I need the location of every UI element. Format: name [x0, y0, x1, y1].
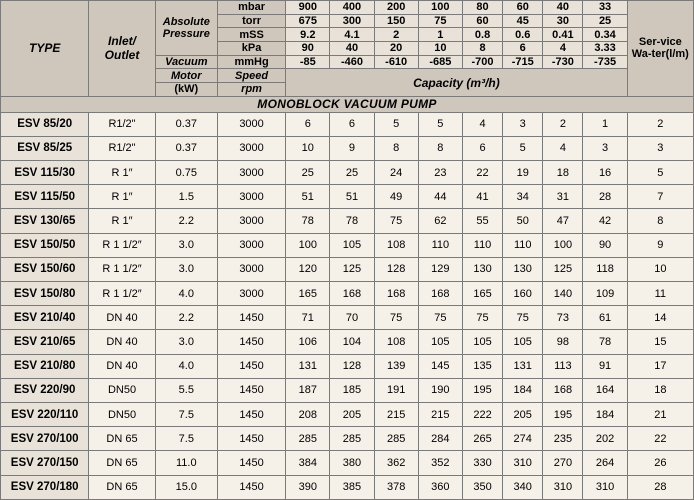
- row-service-water: 22: [627, 427, 693, 451]
- row-inlet-outlet: R 1 1/2″: [89, 282, 155, 306]
- row-type: ESV 220/110: [1, 403, 89, 427]
- row-capacity-1: 285: [330, 427, 374, 451]
- row-capacity-1: 78: [330, 209, 374, 233]
- row-capacity-4: 135: [462, 354, 502, 378]
- table-row: [1, 330, 694, 354]
- row-capacity-0: 6: [286, 112, 330, 136]
- row-capacity-3: 190: [418, 378, 462, 402]
- row-capacity-3: 75: [418, 306, 462, 330]
- row-speed-rpm: 3000: [217, 282, 285, 306]
- row-capacity-0: 187: [286, 378, 330, 402]
- mbar-40: 40: [543, 1, 583, 15]
- row-capacity-2: 49: [374, 185, 418, 209]
- row-capacity-2: 108: [374, 330, 418, 354]
- unit-kpa: kPa: [217, 42, 285, 56]
- header-row-mbar: [1, 1, 694, 15]
- table-row: [1, 233, 694, 257]
- unit-mmhg: mmHg: [217, 55, 285, 69]
- row-inlet-outlet: DN 40: [89, 306, 155, 330]
- row-speed-rpm: 1450: [217, 403, 285, 427]
- row-capacity-7: 184: [583, 403, 627, 427]
- row-capacity-5: 3: [503, 112, 543, 136]
- row-motor-kw: 7.5: [155, 403, 217, 427]
- row-speed-rpm: 1450: [217, 475, 285, 499]
- row-capacity-6: 235: [543, 427, 583, 451]
- mbar-200: 200: [374, 1, 418, 15]
- row-capacity-2: 362: [374, 451, 418, 475]
- row-type: ESV 85/25: [1, 136, 89, 160]
- kpa-7: 3.33: [583, 42, 627, 56]
- row-capacity-5: 75: [503, 306, 543, 330]
- row-capacity-5: 110: [503, 233, 543, 257]
- row-capacity-3: 168: [418, 282, 462, 306]
- table-row: [1, 112, 694, 136]
- row-capacity-1: 128: [330, 354, 374, 378]
- table-row: [1, 257, 694, 281]
- row-type: ESV 270/150: [1, 451, 89, 475]
- row-capacity-6: 4: [543, 136, 583, 160]
- row-type: ESV 220/90: [1, 378, 89, 402]
- row-service-water: 9: [627, 233, 693, 257]
- service-water-header: Ser-vice Wa-ter(l/m): [627, 1, 693, 97]
- row-capacity-1: 168: [330, 282, 374, 306]
- row-capacity-6: 2: [543, 112, 583, 136]
- row-motor-kw: 11.0: [155, 451, 217, 475]
- row-capacity-0: 165: [286, 282, 330, 306]
- row-speed-rpm: 1450: [217, 378, 285, 402]
- row-inlet-outlet: DN 65: [89, 427, 155, 451]
- row-motor-kw: 3.0: [155, 257, 217, 281]
- kpa-0: 90: [286, 42, 330, 56]
- row-capacity-0: 208: [286, 403, 330, 427]
- kpa-5: 6: [503, 42, 543, 56]
- row-capacity-2: 285: [374, 427, 418, 451]
- row-capacity-6: 113: [543, 354, 583, 378]
- row-capacity-3: 44: [418, 185, 462, 209]
- row-type: ESV 210/40: [1, 306, 89, 330]
- speed-header: Speed: [217, 69, 285, 83]
- row-type: ESV 150/80: [1, 282, 89, 306]
- row-capacity-1: 6: [330, 112, 374, 136]
- mmhg-3: -685: [418, 55, 462, 69]
- row-capacity-3: 110: [418, 233, 462, 257]
- mss-6: 0.41: [543, 28, 583, 42]
- table-row: [1, 136, 694, 160]
- row-speed-rpm: 3000: [217, 257, 285, 281]
- row-capacity-1: 104: [330, 330, 374, 354]
- row-capacity-2: 191: [374, 378, 418, 402]
- row-capacity-4: 130: [462, 257, 502, 281]
- row-speed-rpm: 3000: [217, 136, 285, 160]
- row-type: ESV 210/65: [1, 330, 89, 354]
- mmhg-1: -460: [330, 55, 374, 69]
- row-type: ESV 130/65: [1, 209, 89, 233]
- row-capacity-6: 100: [543, 233, 583, 257]
- row-service-water: 10: [627, 257, 693, 281]
- unit-mbar: mbar: [217, 1, 285, 15]
- unit-mss: mSS: [217, 28, 285, 42]
- row-capacity-7: 28: [583, 185, 627, 209]
- mbar-80: 80: [462, 1, 502, 15]
- row-type: ESV 115/50: [1, 185, 89, 209]
- row-capacity-4: 75: [462, 306, 502, 330]
- row-capacity-6: 270: [543, 451, 583, 475]
- row-capacity-3: 23: [418, 160, 462, 184]
- row-inlet-outlet: DN 40: [89, 330, 155, 354]
- mss-1: 4.1: [330, 28, 374, 42]
- mss-3: 1: [418, 28, 462, 42]
- mss-4: 0.8: [462, 28, 502, 42]
- table-row: [1, 427, 694, 451]
- row-capacity-3: 105: [418, 330, 462, 354]
- capacity-header: Capacity (m³/h): [286, 69, 627, 96]
- row-motor-kw: 0.75: [155, 160, 217, 184]
- row-type: ESV 150/60: [1, 257, 89, 281]
- row-capacity-0: 106: [286, 330, 330, 354]
- row-capacity-0: 71: [286, 306, 330, 330]
- row-capacity-3: 215: [418, 403, 462, 427]
- row-capacity-1: 51: [330, 185, 374, 209]
- kpa-3: 10: [418, 42, 462, 56]
- row-service-water: 28: [627, 475, 693, 499]
- kpa-1: 40: [330, 42, 374, 56]
- table-row: [1, 354, 694, 378]
- row-inlet-outlet: R 1 1/2″: [89, 257, 155, 281]
- row-capacity-6: 18: [543, 160, 583, 184]
- row-capacity-0: 100: [286, 233, 330, 257]
- row-capacity-4: 22: [462, 160, 502, 184]
- row-motor-kw: 5.5: [155, 378, 217, 402]
- row-capacity-0: 384: [286, 451, 330, 475]
- kpa-6: 4: [543, 42, 583, 56]
- row-capacity-7: 264: [583, 451, 627, 475]
- row-capacity-3: 284: [418, 427, 462, 451]
- row-service-water: 3: [627, 136, 693, 160]
- band-title: MONOBLOCK VACUUM PUMP: [1, 96, 694, 112]
- row-service-water: 26: [627, 451, 693, 475]
- row-capacity-0: 10: [286, 136, 330, 160]
- torr-4: 60: [462, 14, 502, 28]
- row-capacity-2: 139: [374, 354, 418, 378]
- speed-unit: rpm: [217, 83, 285, 97]
- row-capacity-2: 168: [374, 282, 418, 306]
- row-capacity-7: 164: [583, 378, 627, 402]
- row-capacity-0: 285: [286, 427, 330, 451]
- row-motor-kw: 0.37: [155, 112, 217, 136]
- row-capacity-6: 47: [543, 209, 583, 233]
- row-service-water: 17: [627, 354, 693, 378]
- torr-0: 675: [286, 14, 330, 28]
- row-capacity-3: 360: [418, 475, 462, 499]
- row-service-water: 21: [627, 403, 693, 427]
- row-type: ESV 150/50: [1, 233, 89, 257]
- row-capacity-0: 390: [286, 475, 330, 499]
- row-inlet-outlet: R 1 1/2″: [89, 233, 155, 257]
- row-service-water: 8: [627, 209, 693, 233]
- kpa-4: 8: [462, 42, 502, 56]
- row-capacity-4: 195: [462, 378, 502, 402]
- row-inlet-outlet: DN 65: [89, 451, 155, 475]
- torr-1: 300: [330, 14, 374, 28]
- row-capacity-7: 109: [583, 282, 627, 306]
- row-speed-rpm: 1450: [217, 306, 285, 330]
- mmhg-6: -730: [543, 55, 583, 69]
- row-capacity-0: 25: [286, 160, 330, 184]
- row-capacity-4: 105: [462, 330, 502, 354]
- row-capacity-2: 215: [374, 403, 418, 427]
- band-row: [1, 96, 694, 112]
- row-inlet-outlet: R 1″: [89, 185, 155, 209]
- row-motor-kw: 2.2: [155, 306, 217, 330]
- row-capacity-7: 16: [583, 160, 627, 184]
- row-capacity-1: 70: [330, 306, 374, 330]
- mbar-100: 100: [418, 1, 462, 15]
- row-capacity-2: 108: [374, 233, 418, 257]
- motor-unit: (kW): [155, 83, 217, 97]
- table-row: [1, 160, 694, 184]
- row-type: ESV 115/30: [1, 160, 89, 184]
- row-capacity-1: 105: [330, 233, 374, 257]
- row-motor-kw: 3.0: [155, 233, 217, 257]
- row-service-water: 14: [627, 306, 693, 330]
- row-motor-kw: 15.0: [155, 475, 217, 499]
- row-capacity-5: 5: [503, 136, 543, 160]
- row-capacity-3: 129: [418, 257, 462, 281]
- table-row: [1, 282, 694, 306]
- row-capacity-1: 385: [330, 475, 374, 499]
- unit-torr: torr: [217, 14, 285, 28]
- row-capacity-4: 265: [462, 427, 502, 451]
- row-capacity-6: 73: [543, 306, 583, 330]
- row-type: ESV 210/80: [1, 354, 89, 378]
- row-capacity-1: 125: [330, 257, 374, 281]
- row-capacity-3: 5: [418, 112, 462, 136]
- row-capacity-7: 61: [583, 306, 627, 330]
- row-capacity-0: 120: [286, 257, 330, 281]
- row-capacity-6: 31: [543, 185, 583, 209]
- row-capacity-1: 205: [330, 403, 374, 427]
- row-service-water: 5: [627, 160, 693, 184]
- torr-3: 75: [418, 14, 462, 28]
- mmhg-0: -85: [286, 55, 330, 69]
- row-capacity-5: 105: [503, 330, 543, 354]
- row-capacity-7: 3: [583, 136, 627, 160]
- row-inlet-outlet: R1/2": [89, 112, 155, 136]
- row-capacity-6: 140: [543, 282, 583, 306]
- mmhg-4: -700: [462, 55, 502, 69]
- mss-5: 0.6: [503, 28, 543, 42]
- row-speed-rpm: 1450: [217, 330, 285, 354]
- row-capacity-5: 19: [503, 160, 543, 184]
- table-row: [1, 403, 694, 427]
- row-inlet-outlet: R 1″: [89, 160, 155, 184]
- mss-7: 0.34: [583, 28, 627, 42]
- row-capacity-7: 91: [583, 354, 627, 378]
- row-capacity-4: 41: [462, 185, 502, 209]
- table-row: [1, 378, 694, 402]
- row-capacity-4: 4: [462, 112, 502, 136]
- row-speed-rpm: 3000: [217, 209, 285, 233]
- row-service-water: 15: [627, 330, 693, 354]
- row-motor-kw: 3.0: [155, 330, 217, 354]
- row-capacity-3: 62: [418, 209, 462, 233]
- row-capacity-1: 380: [330, 451, 374, 475]
- mss-0: 9.2: [286, 28, 330, 42]
- row-capacity-6: 125: [543, 257, 583, 281]
- row-inlet-outlet: DN50: [89, 403, 155, 427]
- torr-2: 150: [374, 14, 418, 28]
- row-capacity-4: 165: [462, 282, 502, 306]
- inlet-outlet-header: Inlet/ Outlet: [89, 1, 155, 97]
- row-motor-kw: 4.0: [155, 282, 217, 306]
- row-inlet-outlet: DN50: [89, 378, 155, 402]
- table-row: [1, 209, 694, 233]
- mmhg-2: -610: [374, 55, 418, 69]
- row-type: ESV 85/20: [1, 112, 89, 136]
- row-capacity-2: 128: [374, 257, 418, 281]
- mmhg-7: -735: [583, 55, 627, 69]
- row-speed-rpm: 3000: [217, 185, 285, 209]
- row-capacity-2: 8: [374, 136, 418, 160]
- row-capacity-4: 6: [462, 136, 502, 160]
- row-capacity-5: 310: [503, 451, 543, 475]
- row-type: ESV 270/180: [1, 475, 89, 499]
- row-capacity-6: 195: [543, 403, 583, 427]
- row-capacity-2: 75: [374, 306, 418, 330]
- table-row: [1, 185, 694, 209]
- row-capacity-5: 50: [503, 209, 543, 233]
- table-row: [1, 451, 694, 475]
- row-service-water: 2: [627, 112, 693, 136]
- row-motor-kw: 7.5: [155, 427, 217, 451]
- row-speed-rpm: 1450: [217, 354, 285, 378]
- row-capacity-2: 5: [374, 112, 418, 136]
- torr-5: 45: [503, 14, 543, 28]
- mbar-900: 900: [286, 1, 330, 15]
- row-motor-kw: 1.5: [155, 185, 217, 209]
- row-capacity-5: 274: [503, 427, 543, 451]
- row-capacity-5: 131: [503, 354, 543, 378]
- absolute-pressure-header: Absolute Pressure: [155, 1, 217, 56]
- row-capacity-5: 340: [503, 475, 543, 499]
- row-service-water: 7: [627, 185, 693, 209]
- row-capacity-3: 352: [418, 451, 462, 475]
- motor-header: Motor: [155, 69, 217, 83]
- row-service-water: 18: [627, 378, 693, 402]
- row-capacity-7: 1: [583, 112, 627, 136]
- row-capacity-4: 110: [462, 233, 502, 257]
- row-capacity-3: 8: [418, 136, 462, 160]
- mss-2: 2: [374, 28, 418, 42]
- row-inlet-outlet: DN 65: [89, 475, 155, 499]
- row-speed-rpm: 3000: [217, 233, 285, 257]
- row-motor-kw: 4.0: [155, 354, 217, 378]
- row-capacity-7: 78: [583, 330, 627, 354]
- row-capacity-0: 78: [286, 209, 330, 233]
- row-motor-kw: 2.2: [155, 209, 217, 233]
- torr-7: 25: [583, 14, 627, 28]
- row-capacity-2: 24: [374, 160, 418, 184]
- row-capacity-4: 350: [462, 475, 502, 499]
- mbar-60: 60: [503, 1, 543, 15]
- mmhg-5: -715: [503, 55, 543, 69]
- table-row: [1, 475, 694, 499]
- row-capacity-5: 184: [503, 378, 543, 402]
- row-capacity-0: 131: [286, 354, 330, 378]
- row-capacity-7: 42: [583, 209, 627, 233]
- row-capacity-6: 168: [543, 378, 583, 402]
- row-capacity-4: 330: [462, 451, 502, 475]
- row-type: ESV 270/100: [1, 427, 89, 451]
- row-capacity-4: 55: [462, 209, 502, 233]
- row-capacity-5: 130: [503, 257, 543, 281]
- row-capacity-0: 51: [286, 185, 330, 209]
- row-capacity-5: 160: [503, 282, 543, 306]
- row-speed-rpm: 3000: [217, 160, 285, 184]
- row-capacity-2: 75: [374, 209, 418, 233]
- row-capacity-3: 145: [418, 354, 462, 378]
- row-capacity-5: 34: [503, 185, 543, 209]
- row-inlet-outlet: R1/2": [89, 136, 155, 160]
- row-capacity-7: 118: [583, 257, 627, 281]
- row-service-water: 11: [627, 282, 693, 306]
- row-capacity-7: 202: [583, 427, 627, 451]
- kpa-2: 20: [374, 42, 418, 56]
- row-inlet-outlet: DN 40: [89, 354, 155, 378]
- row-capacity-2: 378: [374, 475, 418, 499]
- row-capacity-6: 310: [543, 475, 583, 499]
- row-motor-kw: 0.37: [155, 136, 217, 160]
- row-capacity-6: 98: [543, 330, 583, 354]
- row-speed-rpm: 1450: [217, 427, 285, 451]
- row-capacity-1: 25: [330, 160, 374, 184]
- row-inlet-outlet: R 1″: [89, 209, 155, 233]
- row-capacity-1: 9: [330, 136, 374, 160]
- vacuum-header: Vacuum: [155, 55, 217, 69]
- row-capacity-7: 310: [583, 475, 627, 499]
- row-capacity-1: 185: [330, 378, 374, 402]
- row-capacity-7: 90: [583, 233, 627, 257]
- mbar-33: 33: [583, 1, 627, 15]
- mbar-400: 400: [330, 1, 374, 15]
- row-speed-rpm: 3000: [217, 112, 285, 136]
- row-capacity-4: 222: [462, 403, 502, 427]
- row-capacity-5: 205: [503, 403, 543, 427]
- torr-6: 30: [543, 14, 583, 28]
- type-header: TYPE: [1, 1, 89, 97]
- table-row: [1, 306, 694, 330]
- row-speed-rpm: 1450: [217, 451, 285, 475]
